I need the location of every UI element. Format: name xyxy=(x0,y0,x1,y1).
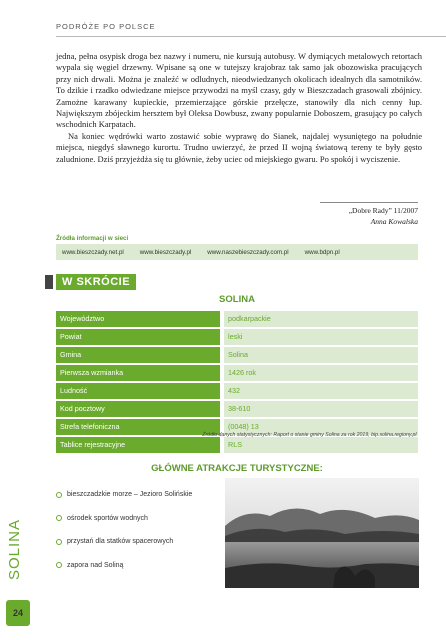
attractions-title: GŁÓWNE ATRAKCJE TURYSTYCZNE: xyxy=(151,463,323,474)
source-link[interactable]: www.bieszczady.net.pl xyxy=(62,248,124,256)
row-value: Solina xyxy=(224,347,418,363)
side-section-label xyxy=(0,492,28,582)
bullet-icon xyxy=(56,492,62,498)
list-item-text: bieszczadzkie morze – Jezioro Solińskie xyxy=(67,491,193,499)
list-item xyxy=(56,483,192,507)
list-item-text: zapora nad Soliną xyxy=(67,561,124,569)
row-value: (0048) 13 xyxy=(224,419,418,435)
table-row xyxy=(56,347,418,363)
list-item xyxy=(56,507,192,531)
table-row xyxy=(56,383,418,399)
page-number: 24 xyxy=(6,600,30,626)
table-title: SOLINA xyxy=(219,294,255,305)
source-link[interactable]: www.bdpn.pl xyxy=(304,248,340,256)
bullet-icon xyxy=(56,562,62,568)
row-label: Kod pocztowy xyxy=(56,401,220,417)
row-value: 38-610 xyxy=(224,401,418,417)
bullet-icon xyxy=(56,515,62,521)
row-value: 1426 rok xyxy=(224,365,418,381)
table-row xyxy=(56,329,418,345)
citation-source: „Dobre Rady” 11/2007 xyxy=(348,206,418,215)
citation-divider xyxy=(320,202,418,203)
sources-label: Źródła informacji w sieci xyxy=(56,235,129,242)
row-value: 432 xyxy=(224,383,418,399)
row-label: Tablice rejestracyjne xyxy=(56,437,220,453)
table-row xyxy=(56,401,418,417)
row-label: Powiat xyxy=(56,329,220,345)
row-label: Ludność xyxy=(56,383,220,399)
badge-accent xyxy=(45,275,53,289)
table-row xyxy=(56,365,418,381)
lake-landscape-photo xyxy=(225,478,419,588)
row-label: Pierwsza wzmianka xyxy=(56,365,220,381)
row-label: Strefa telefoniczna xyxy=(56,419,220,435)
row-label: Województwo xyxy=(56,311,220,327)
paragraph: Na koniec wędrówki warto zostawić sobie wyprawę do Sianek, najdalej wysuniętego na południe miejsca, niegdyś sławnego kurortu. Trudno uwierzyć, że przed II wojną światową tereny te były gęsto zaludnione. Dziś przyjeżdża się tu głównie, żeby uciec od miejskiego gwaru. Po spokój i wyciszenie. xyxy=(56,130,422,164)
attractions-list xyxy=(56,483,192,577)
row-value: leski xyxy=(224,329,418,345)
side-label-text: SOLINA xyxy=(6,518,23,580)
list-item xyxy=(56,530,192,554)
row-value: podkarpackie xyxy=(224,311,418,327)
section-header: PODRÓŻE PO POLSCE xyxy=(56,22,156,31)
source-link[interactable]: www.bieszczady.pl xyxy=(139,248,192,256)
table-row xyxy=(56,437,418,453)
table-row xyxy=(56,311,418,327)
sources-bar xyxy=(56,244,418,260)
source-link[interactable]: www.naszebieszczady.com.pl xyxy=(207,248,289,256)
citation xyxy=(349,205,418,227)
list-item xyxy=(56,554,192,578)
row-value: RLS xyxy=(224,437,418,453)
section-badge: W SKRÓCIE xyxy=(56,274,136,290)
table-source-note: Źródło danych statystycznych: Raport o stanie gminy Solina za rok 2019, bip.solina.regiony.pl. xyxy=(202,432,418,438)
header-divider xyxy=(56,36,446,37)
bullet-icon xyxy=(56,539,62,545)
citation-author: Anna Kowalska xyxy=(370,217,418,226)
row-label: Gmina xyxy=(56,347,220,363)
paragraph: jedna, pełna osypisk droga bez nazwy i numeru, nie kursują autobusy. W dymiących metalowych retortach wypala się węgiel drzewny. Wpisane są one w tutejszy krajobraz tak samo jak obozowiska pracujących przy nich drwali. Można je znaleźć w odludnych, nieodwiedzanych okolicach idealnych dla samotników. To dzikie i rzadko odwiedzane miejsce przywodzi na myśl czasy, gdy w Bieszczadach grasowali zbójnicy. Zamożne karawany kupieckie, przemierzające górskie przełęcze, stanowiły dla nich cenny łup. Największym zbójeckim hersztem był Oleksa Dowbusz, zwany popularnie Doboszem, grasujący po całych wschodnich Karpatach. xyxy=(56,51,422,130)
list-item-text: ośrodek sportów wodnych xyxy=(67,514,148,522)
list-item-text: przystań dla statków spacerowych xyxy=(67,538,174,546)
article-body xyxy=(56,51,422,165)
